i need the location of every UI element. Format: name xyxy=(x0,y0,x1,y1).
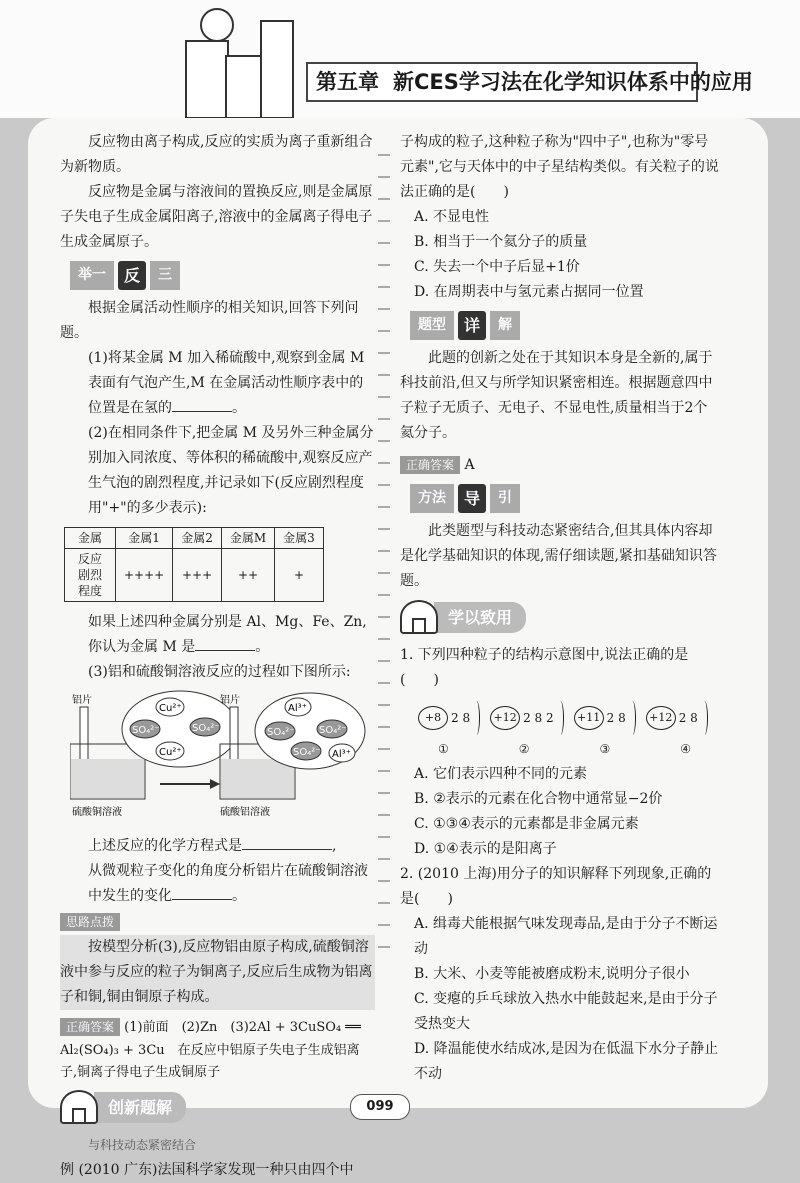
example-text: 例 (2010 广东)法国科学家发现一种只由四个中 xyxy=(60,1162,354,1178)
solution-label: 硫酸铝溶液 xyxy=(220,807,270,818)
atom-indices xyxy=(438,737,720,762)
table-header: 金属2 xyxy=(173,528,222,549)
table-cell: ++++ xyxy=(116,549,173,602)
ion-label: SO₄²⁻ xyxy=(293,747,321,758)
question-text: 上述反应的化学方程式是 xyxy=(88,838,242,854)
badge-part: 导 xyxy=(458,484,486,513)
paragraph: 反应物由离子构成,反应的实质为离子重新组合为新物质。 xyxy=(60,134,373,175)
ion-label: Al³⁺ xyxy=(288,703,307,714)
option: C. 变瘪的乒乓球放入热水中能鼓起来,是由于分子受热变大 xyxy=(414,991,718,1032)
shell-electrons: 2 8 xyxy=(678,710,698,725)
method-text: 此类题型与科技动态紧密结合,但其具体内容却是化学基础知识的体现,需仔细读题,紧扣基础知识答题。 xyxy=(400,523,717,589)
building-illustration xyxy=(185,40,229,119)
section-header xyxy=(400,600,526,634)
badge-part: 三 xyxy=(150,261,180,290)
atom-index: ① xyxy=(438,742,449,756)
explanation: 此题的创新之处在于其知识本身是全新的,属于科技前沿,但又与所学知识紧密相连。根据题意四中子粒子无质子、无电子、不显电性,质量相当于2个氦分子。 xyxy=(400,350,713,441)
clock-icon xyxy=(200,8,234,42)
label-al-right: 铝片 xyxy=(220,695,240,706)
building-illustration xyxy=(260,20,294,119)
question-text: 如果上述四种金属分别是 Al、Mg、Fe、Zn,你认为金属 M 是 xyxy=(88,614,367,655)
left-column xyxy=(60,130,375,1183)
ion-label: Al³⁺ xyxy=(332,749,351,760)
sub-topic: 与科技动态紧密结合 xyxy=(88,1138,197,1152)
question-intro: 根据金属活动性顺序的相关知识,回答下列问题。 xyxy=(60,300,359,341)
reaction-diagram xyxy=(70,689,370,819)
question-2: 2. (2010 上海)用分子的知识解释下列现象,正确的是( ) xyxy=(400,866,712,907)
table-cell: 反应剧烈程度 xyxy=(65,549,116,602)
chapter-name: 新CES学习法在化学知识体系中的应用 xyxy=(393,70,753,94)
solution-label: 硫酸铜溶液 xyxy=(72,807,122,818)
question-3c: 从微观粒子变化的角度分析铝片在硫酸铜溶液中发生的变化 。 xyxy=(88,863,368,904)
badge-part: 解 xyxy=(490,311,520,340)
option: A. 它们表示四种不同的元素 xyxy=(414,766,588,782)
answer-blank xyxy=(242,849,332,850)
answer-text: (1)前面 (2)Zn (3)2Al + 3CuSO₄ ══ Al₂(SO₄)₃ + 3Cu 在反应中铝原子失电子生成铝离子,铜离子得电子生成铜原子 xyxy=(60,1020,361,1080)
question-2: (2)在相同条件下,把金属 M 及另外三种金属分别加入同浓度、等体积的稀硫酸中,观察反应产生气泡的剧烈程度,并记录如下(反应剧烈程度用"+"的多少表示): xyxy=(88,425,374,516)
nucleus: +8 xyxy=(418,706,448,730)
question-2b: 如果上述四种金属分别是 Al、Mg、Fe、Zn,你认为金属 M 是 。 xyxy=(88,614,367,655)
section-header xyxy=(60,1090,186,1124)
solution-left xyxy=(71,759,144,798)
question-3: (3)铝和硫酸铜溶液反应的过程如下图所示: xyxy=(88,664,351,680)
atom-diagram xyxy=(574,701,636,735)
ion-label: Cu²⁺ xyxy=(159,747,182,758)
paragraph: 反应物是金属与溶液间的置换反应,则是金属原子失电子生成金属阳离子,溶液中的金属离子得电子生成金属原子。 xyxy=(60,184,373,250)
spiral-binding xyxy=(378,140,390,960)
option: C. ①③④表示的元素都是非金属元素 xyxy=(414,816,639,832)
badge-part: 详 xyxy=(458,311,486,340)
nucleus: +11 xyxy=(574,706,604,730)
table-header: 金属3 xyxy=(275,528,324,549)
question-1: 1. 下列四种粒子的结构示意图中,说法正确的是( ) xyxy=(400,647,689,688)
table-header: 金属 xyxy=(65,528,116,549)
section-label: 创新题解 xyxy=(94,1092,186,1123)
atom-diagram xyxy=(418,701,480,735)
nucleus: +12 xyxy=(646,706,676,730)
section-badge xyxy=(410,311,520,340)
solution-right xyxy=(221,759,294,798)
table-cell: +++ xyxy=(173,549,222,602)
section-badge xyxy=(70,261,180,290)
atom-diagram xyxy=(646,701,708,735)
shell-arc xyxy=(629,701,636,735)
question-3b: 上述反应的化学方程式是 , xyxy=(88,838,337,854)
answer-blank xyxy=(172,411,232,412)
option: C. 失去一个中子后显+1价 xyxy=(414,259,580,275)
tag-answer: 正确答案 xyxy=(400,456,460,474)
building-illustration xyxy=(225,55,264,119)
option: A. 缉毒犬能根据气味发现毒品,是由于分子不断运动 xyxy=(414,916,718,957)
answer-blank xyxy=(195,650,255,651)
atom-index: ② xyxy=(518,742,530,756)
question-text: 从微观粒子变化的角度分析铝片在硫酸铜溶液中发生的变化 xyxy=(88,863,368,904)
arrow-head-icon xyxy=(210,779,220,789)
option: D. 降温能使水结成冰,是因为在低温下水分子静止不动 xyxy=(414,1041,719,1082)
table-cell: + xyxy=(275,549,324,602)
badge-part: 方法 xyxy=(410,484,454,513)
section-badge xyxy=(410,484,520,513)
atom-index: ③ xyxy=(599,742,611,756)
answer-paragraph xyxy=(60,1014,375,1084)
reaction-table xyxy=(64,527,324,602)
chapter-number: 第五章 xyxy=(316,70,379,94)
section-label: 学以致用 xyxy=(434,602,526,633)
mushroom-icon xyxy=(400,600,438,634)
option: B. 大米、小麦等能被磨成粉末,说明分子很小 xyxy=(414,966,690,982)
answer-blank xyxy=(172,899,232,900)
analysis-text: 按模型分析(3),反应物铝由原子构成,硫酸铜溶液中参与反应的粒子为铜离子,反应后生成物为铝离子和铜,铜由铜原子构成。 xyxy=(60,935,375,1010)
tag-think: 思路点拨 xyxy=(60,913,120,931)
tag-answer: 正确答案 xyxy=(60,1018,120,1036)
option: D. 在周期表中与氢元素占据同一位置 xyxy=(414,284,644,300)
page-number: 099 xyxy=(350,1094,410,1120)
shell-arc xyxy=(473,701,480,735)
ion-label: SO₄²⁻ xyxy=(132,725,160,736)
badge-part: 举一 xyxy=(70,261,114,290)
atom-diagram xyxy=(490,701,564,735)
chapter-title xyxy=(306,62,753,102)
question-1: (1)将某金属 M 加入稀硫酸中,观察到金属 M 表面有气泡产生,M 在金属活动性顺序表中的位置是在氢的 。 xyxy=(88,350,365,416)
question-text: (1)将某金属 M 加入稀硫酸中,观察到金属 M 表面有气泡产生,M 在金属活动性顺序表中的位置是在氢的 xyxy=(88,350,365,416)
option: A. 不显电性 xyxy=(414,209,490,225)
answer-text: A xyxy=(464,457,475,473)
right-column xyxy=(400,130,720,1087)
badge-part: 反 xyxy=(118,261,146,290)
atom-index: ④ xyxy=(680,742,692,756)
table-header: 金属M xyxy=(221,528,274,549)
nucleus: +12 xyxy=(490,706,520,730)
badge-part: 引 xyxy=(490,484,520,513)
ion-label: SO₄²⁻ xyxy=(267,727,295,738)
paragraph: 子构成的粒子,这种粒子称为"四中子",也称为"零号元素",它与天体中的中子星结构类似。有关粒子的说法正确的是( ) xyxy=(400,134,719,200)
shell-electrons: 2 8 xyxy=(451,710,471,725)
shell-electrons: 2 8 xyxy=(606,710,626,725)
option: D. ①④表示的是阳离子 xyxy=(414,841,557,857)
header-band xyxy=(0,0,800,118)
ion-label: SO₄²⁻ xyxy=(192,723,220,734)
shell-arc xyxy=(701,701,708,735)
badge-part: 题型 xyxy=(410,311,454,340)
option: B. ②表示的元素在化合物中通常显−2价 xyxy=(414,791,663,807)
label-al-left: 铝片 xyxy=(72,695,92,706)
table-header: 金属1 xyxy=(116,528,173,549)
shell-electrons: 2 8 2 xyxy=(523,710,554,725)
atom-diagrams xyxy=(418,701,720,735)
option: B. 相当于一个氦分子的质量 xyxy=(414,234,588,250)
table-cell: ++ xyxy=(221,549,274,602)
ion-label: Cu²⁺ xyxy=(159,703,182,714)
ion-label: SO₄²⁻ xyxy=(319,725,347,736)
shell-arc xyxy=(557,701,564,735)
answer-paragraph xyxy=(400,452,720,478)
mushroom-icon xyxy=(60,1090,98,1124)
